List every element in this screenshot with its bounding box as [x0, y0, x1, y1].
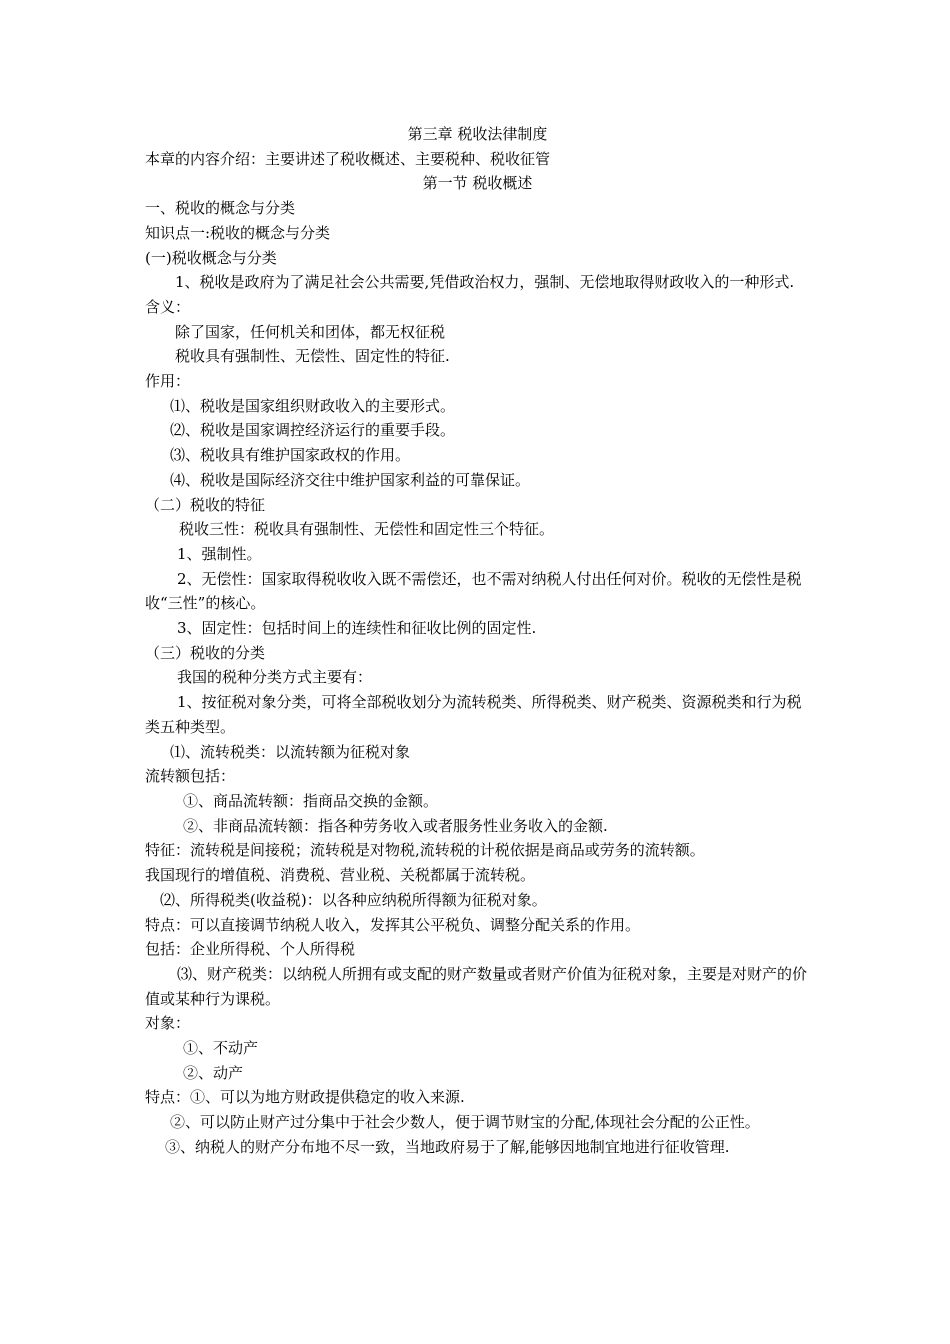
function-item-2: ⑵、税收是国家调控经济运行的重要手段。: [170, 421, 456, 440]
paragraph-definition: 1、税收是政府为了满足社会公共需要,凭借政治权力，强制、无偿地取得财政收入的一种形式.: [175, 273, 795, 292]
meaning-line-2: 税收具有强制性、无偿性、固定性的特征.: [175, 347, 450, 366]
chapter-intro: 本章的内容介绍：主要讲述了税收概述、主要税种、税收征管: [145, 149, 551, 168]
turnover-noncommodity: ②、非商品流转额：指各种劳务收入或者服务性业务收入的金额.: [183, 816, 608, 835]
function-item-3: ⑶、税收具有维护国家政权的作用。: [170, 446, 411, 465]
function-item-1: ⑴、税收是国家组织财政收入的主要形式。: [170, 396, 456, 415]
label-meaning: 含义：: [145, 297, 191, 316]
feature-compulsory: 1、强制性。: [177, 544, 262, 563]
label-turnover-includes: 流转额包括：: [145, 767, 236, 786]
classification-intro: 我国的税种分类方式主要有：: [177, 668, 373, 687]
classification-by-object: 1、按征税对象分类，可将全部税收划分为流转税类、所得税类、财产税类、资源税类和行为税类五种类型。: [145, 693, 802, 736]
function-item-4: ⑷、税收是国际经济交往中维护国家利益的可靠保证。: [170, 470, 531, 489]
property-tax-item: ⑶、财产税类：以纳税人所拥有或支配的财产数量或者财产价值为征税对象，主要是对财产的价值或某种行为课税。: [145, 964, 808, 1008]
knowledge-point-1: 知识点一:税收的概念与分类: [145, 223, 331, 242]
features-summary: 税收三性：税收具有强制性、无偿性和固定性三个特征。: [179, 520, 555, 539]
turnover-commodity: ①、商品流转额：指商品交换的金额。: [183, 791, 439, 810]
turnover-tax-item: ⑴、流转税类：以流转额为征税对象: [170, 742, 411, 761]
label-function: 作用：: [145, 372, 191, 391]
document-page: [145, 122, 810, 1160]
turnover-characteristics: 特征：流转税是间接税；流转税是对物税,流转税的计税依据是商品或劳务的流转额。: [145, 841, 705, 860]
subheading-classification: （三）税收的分类: [145, 643, 266, 662]
section-title: 第一节 税收概述: [422, 174, 533, 193]
feature-fixed: 3、固定性：包括时间上的连续性和征收比例的固定性.: [177, 619, 537, 638]
subheading-features: （二）税收的特征: [145, 495, 266, 514]
income-tax-includes: 包括：企业所得税、个人所得税: [145, 940, 356, 959]
property-feature-2: ②、可以防止财产过分集中于社会少数人，便于调节财宝的分配,体现社会分配的公正性。: [170, 1113, 760, 1132]
property-feature-1: 特点：①、可以为地方财政提供稳定的收入来源.: [145, 1088, 465, 1107]
feature-gratuitous: 2、无偿性：国家取得税收收入既不需偿还，也不需对纳税人付出任何对价。税收的无偿性是税收“三性”的核心。: [145, 569, 802, 613]
object-movables: ②、动产: [183, 1063, 244, 1082]
label-objects: 对象：: [145, 1014, 191, 1033]
property-feature-3: ③、纳税人的财产分布地不尽一致，当地政府易于了解,能够因地制宜地进行征收管理.: [165, 1137, 730, 1156]
object-real-estate: ①、不动产: [183, 1039, 259, 1058]
income-tax-item: ⑵、所得税类(收益税)：以各种应纳税所得额为征税对象。: [160, 890, 547, 909]
subheading-concept: (一)税收概念与分类: [145, 248, 277, 267]
income-tax-features: 特点：可以直接调节纳税人收入，发挥其公平税负、调整分配关系的作用。: [145, 915, 641, 934]
chapter-title: 第三章 税收法律制度: [407, 125, 548, 143]
heading-tax-concept: 一、税收的概念与分类: [145, 199, 296, 218]
turnover-examples: 我国现行的增值税、消费税、营业税、关税都属于流转税。: [145, 866, 536, 885]
meaning-line-1: 除了国家，任何机关和团体，都无权征税: [175, 322, 446, 341]
